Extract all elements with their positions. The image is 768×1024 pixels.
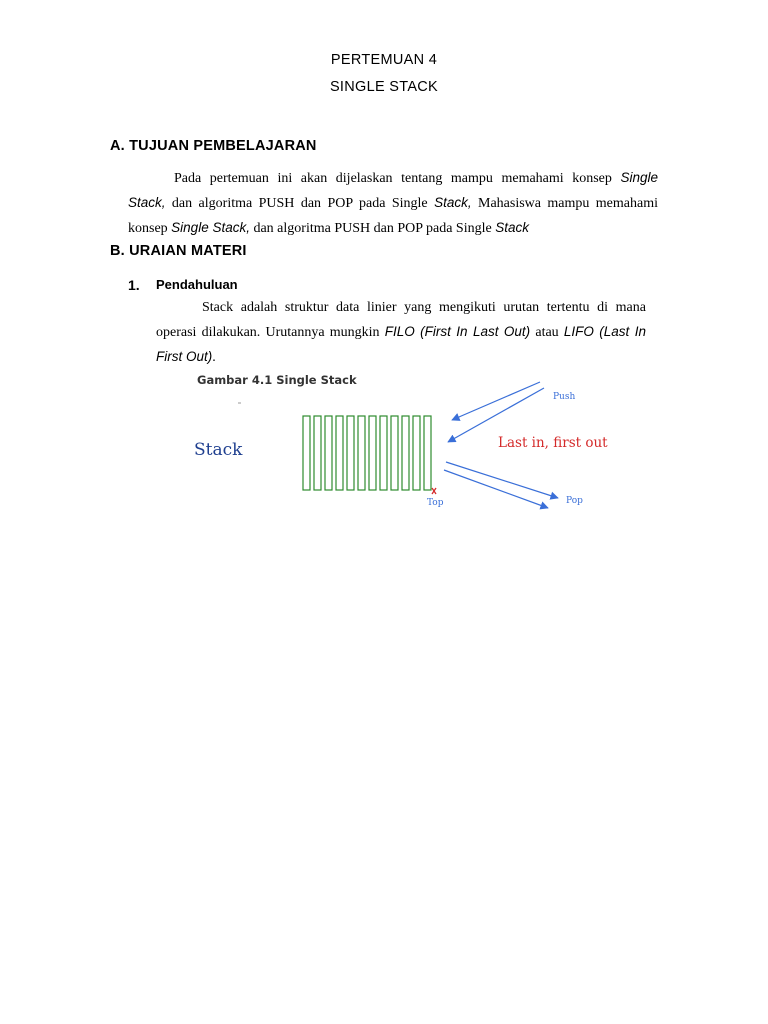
pop-arrow	[446, 462, 558, 498]
text-run-italic: LIFO (Last In	[563, 324, 646, 339]
text-run-italic: First Out)	[156, 349, 213, 364]
text-run-italic: Single	[620, 170, 658, 185]
stack-element	[325, 416, 332, 490]
text-run-italic: Single Stack,	[171, 220, 250, 235]
push-label: Push	[553, 392, 576, 402]
figure-caption: Gambar 4.1 Single Stack	[197, 373, 357, 387]
text-run: dan algoritma PUSH dan POP pada Single	[249, 221, 496, 236]
top-label: Top	[427, 498, 444, 508]
stack-element	[391, 416, 398, 490]
paragraph-line	[156, 345, 646, 370]
text-run-italic: Stack	[495, 220, 529, 235]
text-run: konsep	[128, 221, 172, 236]
lifo-label: Last in, first out	[498, 435, 608, 451]
stack-element	[314, 416, 321, 490]
paragraph-line	[156, 320, 646, 345]
section-a-heading: A. TUJUAN PEMBELAJARAN	[110, 138, 317, 154]
paragraph-line	[128, 166, 658, 191]
stack-bars	[303, 416, 431, 490]
section-a-paragraph	[128, 166, 658, 241]
stack-element	[336, 416, 343, 490]
list-item-title: Pendahuluan	[156, 277, 238, 292]
stack-element	[347, 416, 354, 490]
paragraph-line	[128, 191, 658, 216]
text-run-italic: Stack,	[128, 195, 166, 210]
text-run: Mahasiswa mampu memahami	[471, 196, 658, 211]
text-run-italic: FILO (First In Last Out)	[384, 324, 531, 339]
stack-element	[402, 416, 409, 490]
stack-label: Stack	[194, 440, 243, 460]
stack-element	[413, 416, 420, 490]
stack-element	[303, 416, 310, 490]
text-run-italic: Stack,	[434, 195, 472, 210]
text-run: operasi dilakukan. Urutannya mungkin	[156, 325, 385, 340]
push-arrow	[452, 382, 540, 420]
text-run: .	[212, 350, 216, 365]
text-run: dan algoritma PUSH dan POP pada Single	[165, 196, 435, 211]
stack-element	[358, 416, 365, 490]
text-run: Pada pertemuan ini akan dijelaskan tentang mampu memahami konsep	[174, 171, 621, 186]
list-item-number: 1.	[128, 277, 140, 293]
paragraph-line	[128, 216, 658, 241]
single-stack-figure	[180, 370, 640, 520]
pop-arrow	[444, 470, 548, 508]
paragraph-line: Stack adalah struktur data linier yang mengikuti urutan tertentu di mana	[202, 300, 646, 315]
section-b-paragraph	[156, 296, 646, 370]
pop-label: Pop	[566, 496, 583, 506]
stack-element	[380, 416, 387, 490]
document-title-line1: PERTEMUAN 4	[330, 52, 438, 68]
section-b-heading: B. URAIAN MATERI	[110, 243, 247, 259]
text-run: atau	[530, 325, 564, 340]
document-title-line2: SINGLE STACK	[329, 79, 439, 95]
stack-element	[369, 416, 376, 490]
stack-element	[424, 416, 431, 490]
